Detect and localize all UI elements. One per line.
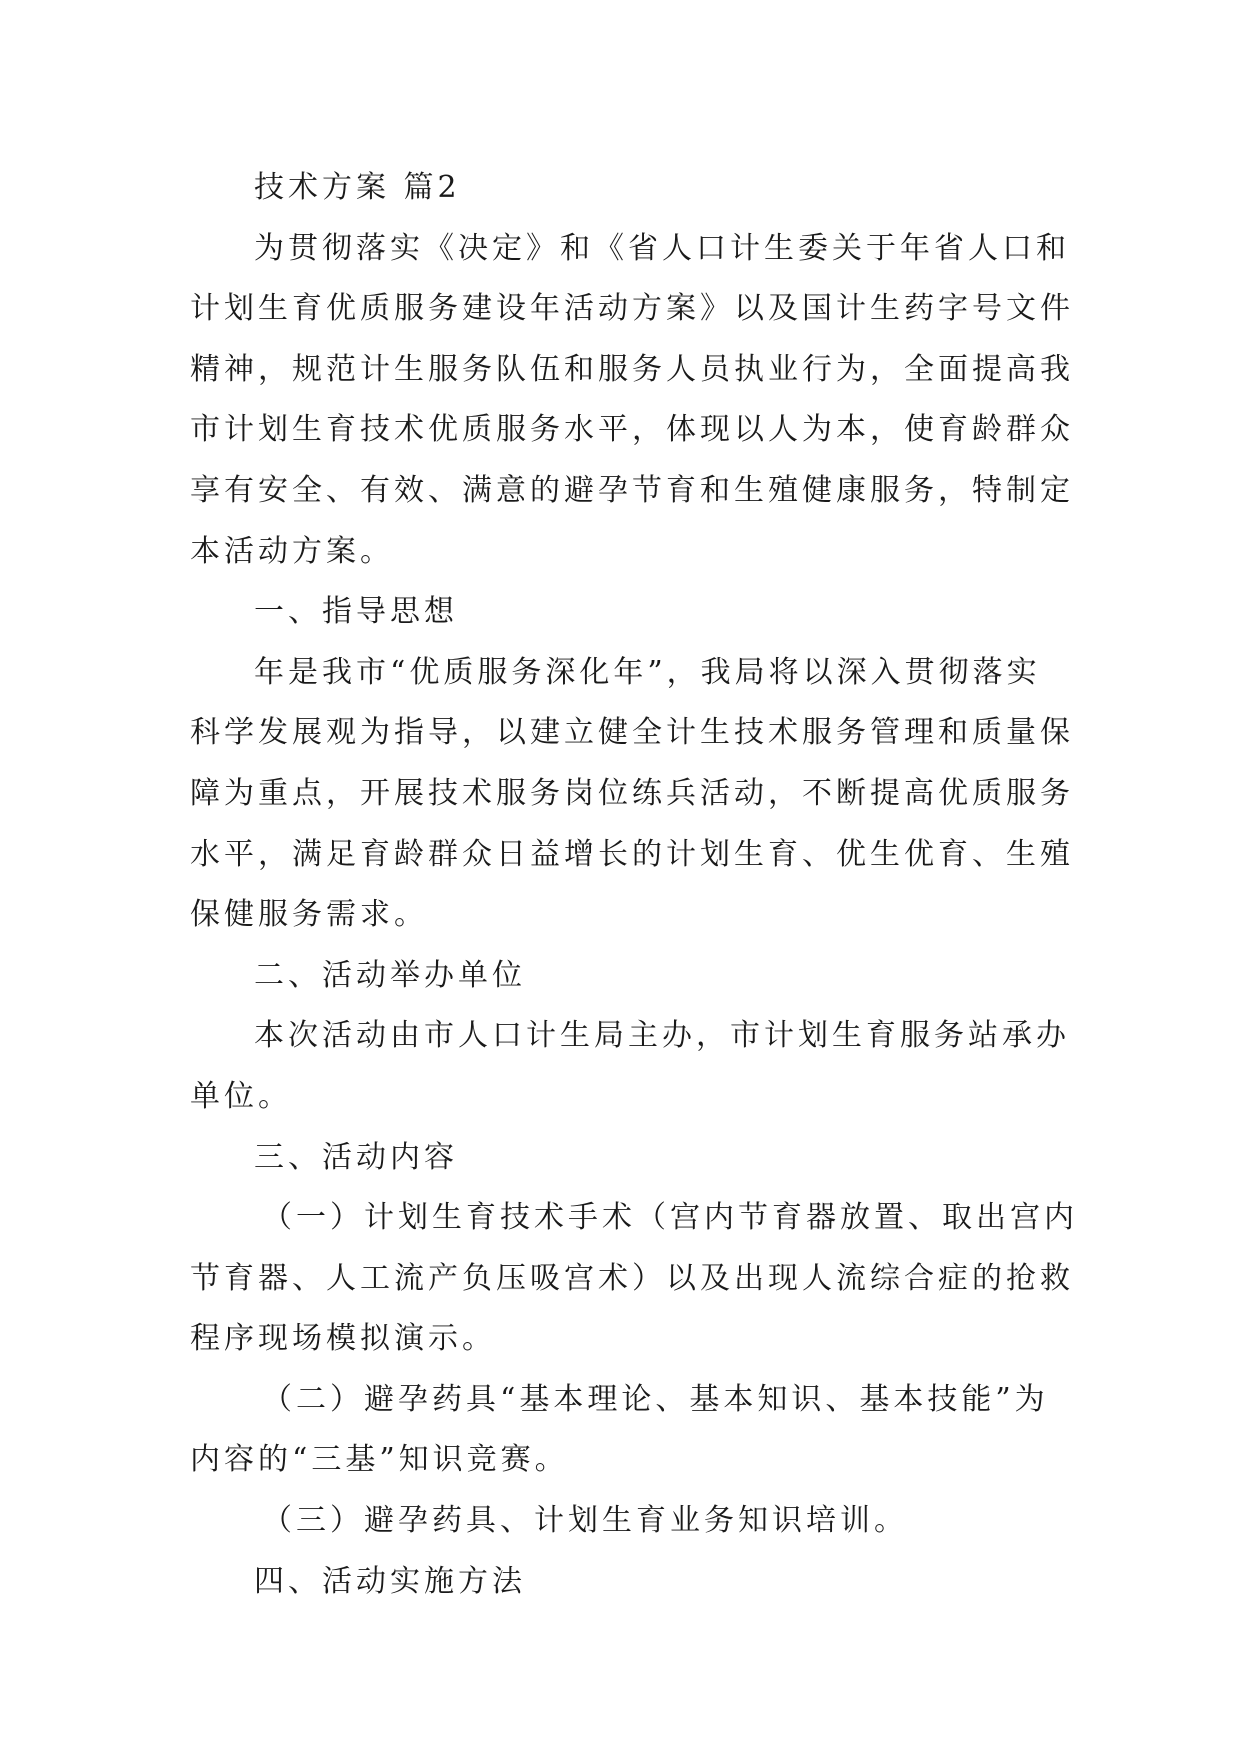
paragraph-line: 为贯彻落实《决定》和《省人口计生委关于年省人口和 <box>254 230 1070 266</box>
section-heading: 三、活动内容 <box>254 1139 458 1175</box>
section-heading: 二、活动举办单位 <box>254 957 526 993</box>
list-item-line: 节育器、人工流产负压吸宫术）以及出现人流综合症的抢救 <box>190 1260 1074 1296</box>
list-item-line: 程序现场模拟演示。 <box>190 1321 496 1357</box>
paragraph-line: 水平，满足育龄群众日益增长的计划生育、优生优育、生殖 <box>190 836 1074 872</box>
paragraph-line: 本活动方案。 <box>190 533 394 569</box>
list-item-line: （三）避孕药具、计划生育业务知识培训。 <box>262 1503 908 1539</box>
paragraph-line: 年是我市“优质服务深化年”，我局将以深入贯彻落实 <box>254 654 1041 690</box>
paragraph-line: 障为重点，开展技术服务岗位练兵活动，不断提高优质服务 <box>190 775 1074 811</box>
document-title: 技术方案 篇2 <box>254 170 461 205</box>
paragraph-line: 精神，规范计生服务队伍和服务人员执业行为，全面提高我 <box>190 351 1074 387</box>
paragraph-line: 享有安全、有效、满意的避孕节育和生殖健康服务，特制定 <box>190 472 1074 508</box>
section-heading: 一、指导思想 <box>254 594 458 630</box>
list-item-line: （一）计划生育技术手术（宫内节育器放置、取出宫内 <box>262 1200 1078 1236</box>
document-body <box>190 158 1078 1612</box>
list-item-line: （二）避孕药具“基本理论、基本知识、基本技能”为 <box>262 1381 1049 1417</box>
paragraph-line: 计划生育优质服务建设年活动方案》以及国计生药字号文件 <box>190 291 1074 327</box>
section-heading: 四、活动实施方法 <box>254 1563 526 1599</box>
paragraph-line: 本次活动由市人口计生局主办，市计划生育服务站承办 <box>254 1018 1070 1054</box>
paragraph-line: 保健服务需求。 <box>190 897 428 933</box>
paragraph-line: 单位。 <box>190 1078 292 1114</box>
paragraph-line: 市计划生育技术优质服务水平，体现以人为本，使育龄群众 <box>190 412 1074 448</box>
list-item-line: 内容的“三基”知识竞赛。 <box>190 1442 569 1478</box>
paragraph-line: 科学发展观为指导，以建立健全计生技术服务管理和质量保 <box>190 715 1074 751</box>
